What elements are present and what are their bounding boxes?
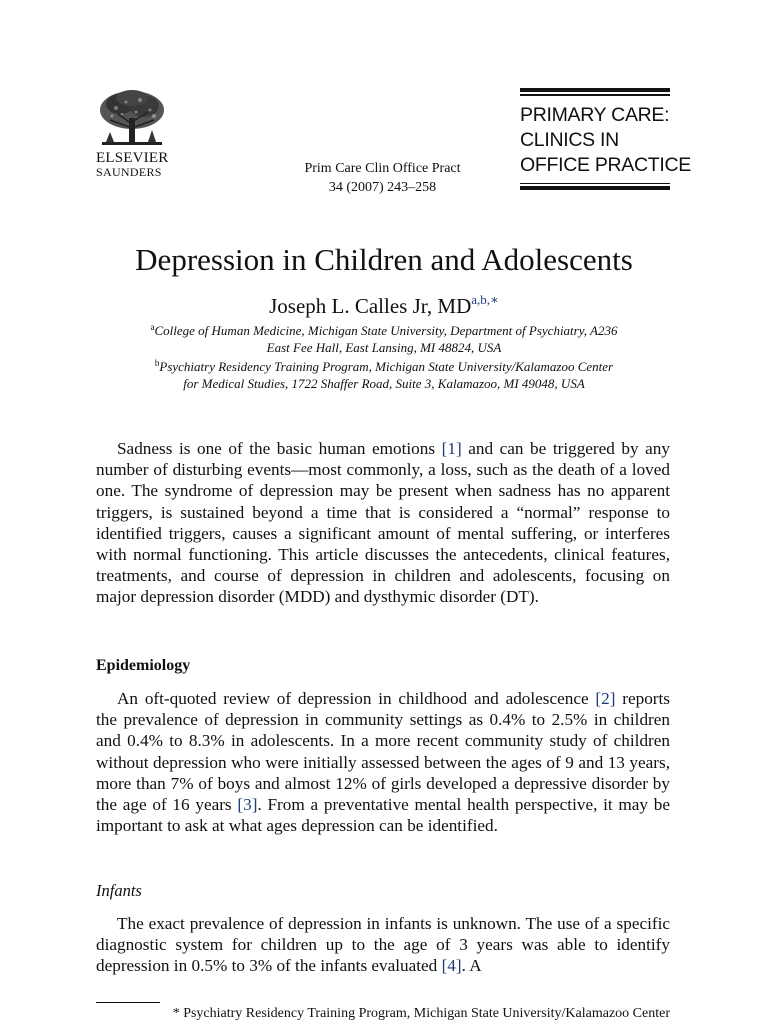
journal-citation	[280, 159, 485, 197]
section-heading-epidemiology: Epidemiology	[96, 657, 191, 674]
epidemiology-paragraph	[96, 688, 670, 836]
affiliation-text: East Fee Hall, East Lansing, MI 48824, USA	[266, 340, 502, 355]
journal-title-line: OFFICE PRACTICE	[520, 153, 692, 176]
affiliation-text: College of Human Medicine, Michigan State University, Department of Psychiatry, A236	[154, 323, 618, 338]
affiliation-text: for Medical Studies, 1722 Shaffer Road, Suite 3, Kalamazoo, MI 49048, USA	[183, 376, 585, 391]
paragraph-text: An oft-quoted review of depression in childhood and adolescence	[117, 689, 596, 708]
elsevier-tree-icon	[96, 88, 168, 150]
paragraph-text: Sadness is one of the basic human emotions	[117, 439, 442, 458]
reference-link[interactable]: [3]	[237, 795, 258, 815]
paragraph-text: reports the prevalence of depression in community settings as 0.4% to 2.5% in children and 0.4% to 8.3% in adolescents. In a more recent community study of children without depression who were initially assessed between the ages of 9 and 13 years, more than 7% of boys and almost 12% of girls developed a depressive disorder by the age of 16 years	[96, 689, 670, 815]
article-title: Depression in Children and Adolescents	[135, 242, 633, 277]
journal-title-top-rule	[520, 88, 670, 92]
citation-volume-pages: 34 (2007) 243–258	[328, 180, 437, 195]
journal-title-bottom-rule-thin	[520, 183, 670, 185]
affiliation-a	[96, 319, 672, 356]
footnote-text: Psychiatry Residency Training Program, Michigan State University/Kalamazoo Center	[183, 1006, 670, 1021]
citation-journal: Prim Care Clin Office Pract	[304, 161, 461, 176]
reference-link[interactable]: [4]	[441, 956, 462, 976]
subsection-heading-infants: Infants	[96, 881, 142, 900]
journal-title-line: PRIMARY CARE:	[520, 103, 670, 126]
affiliation-mark: b	[154, 358, 160, 368]
author-affiliation-marks[interactable]: a,b,∗	[471, 292, 499, 307]
paragraph-text: and can be triggered by any number of disturbing events—most commonly, a loss, such as the death of a loved one. The syndrome of depression may be present when sadness has no apparent triggers, is sustained beyond a time that is considered a “normal” response to identified triggers, causes a significant amount of mental suffering, or interferes with normal functioning. This article discusses the antecedents, clinical features, treatments, and course of depression in children and adolescents, focusing on major depression disorder (MDD) and dysthymic disorder (DT).	[96, 439, 670, 607]
intro-paragraph	[96, 438, 670, 608]
journal-title-top-rule-thin	[520, 94, 670, 96]
infants-paragraph	[96, 913, 670, 977]
author-line	[0, 285, 768, 321]
paragraph-text: . From a preventative mental health perspective, it may be important to ask at what ages depression can be identified.	[96, 795, 671, 836]
journal-title-line: CLINICS IN	[520, 128, 619, 151]
footnote-mark: *	[172, 1006, 180, 1021]
journal-title-block	[520, 88, 692, 190]
paragraph-text: The exact prevalence of depression in infants is unknown. The use of a specific diagnostic system for children up to the age of 3 years was able to identify depression in 0.5% to 3% of the infants evaluated	[96, 914, 670, 976]
journal-title	[520, 103, 692, 178]
journal-title-bottom-rule	[520, 186, 670, 190]
paragraph-text: . A	[461, 956, 482, 976]
imprint-name: SAUNDERS	[96, 165, 162, 179]
reference-link[interactable]: [2]	[595, 689, 616, 708]
footnote	[96, 1005, 670, 1023]
reference-link[interactable]: [1]	[441, 439, 462, 458]
affiliation-b	[96, 355, 672, 392]
footnote-rule	[96, 1002, 160, 1003]
publisher-logo	[96, 88, 170, 179]
affiliation-mark: a	[150, 322, 155, 332]
author-name: Joseph L. Calles Jr, MD	[269, 294, 472, 318]
publisher-name: ELSEVIER	[96, 150, 169, 166]
affiliation-text: Psychiatry Residency Training Program, Michigan State University/Kalamazoo Center	[159, 359, 614, 374]
